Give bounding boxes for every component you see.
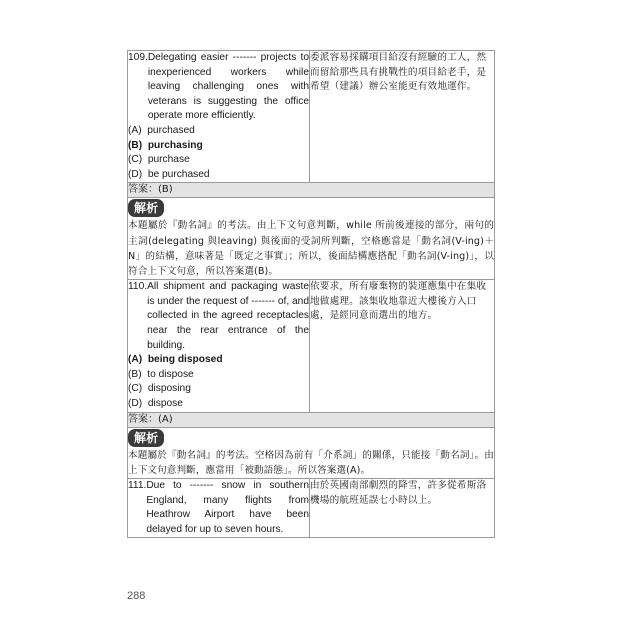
translation-cell: 委派容易採購項目給沒有經驗的工人，然而留給那些具有挑戰性的項目給老手，是希望（建議）辦公室能更有效地運作。 <box>310 51 495 183</box>
explanation-text: 本題屬於『動名詞』的考法。由上下文句意判斷，while 所前後連接的部分，兩句的主詞(delegating 與leaving) 與後面的受詞所判斷，空格應當是「動名詞(V-ing)＋N」的結構，意味著是「既定之事實」；所以，後面結構應搭配「動名詞(V-ing)」，以符合上下文句意，所以答案選(B)。 <box>128 220 494 277</box>
option-c: (C) disposing <box>128 383 191 395</box>
question-text: All shipment and packaging waste is under the request of ------- of, and collected in the agreed receptacles near the rear entrance of the building. <box>147 281 310 351</box>
options-list <box>128 124 309 182</box>
explanation-cell <box>128 427 495 478</box>
answer-row-110 <box>128 412 495 427</box>
explanation-row-109 <box>128 198 495 280</box>
translation-cell: 依要求，所有廢棄物的裝運應集中在集收地做處理。該集收地靠近大樓後方入口處，是經同意而選出的地方。 <box>310 280 495 412</box>
question-text: Delegating easier ------- projects to inexperienced workers while leaving challenging ones with veterans is suggesting the office operate more efficiently. <box>147 52 309 122</box>
question-row-111 <box>128 478 495 537</box>
option-a: (A) purchased <box>128 124 195 136</box>
translation-cell: 由於英國南部劇烈的降雪，許多從希斯洛機場的航班延誤七小時以上。 <box>310 478 495 537</box>
page-number: 288 <box>127 590 146 602</box>
question-number: 110. <box>128 281 148 293</box>
question-text: Due to ------- snow in southern England, many flights from Heathrow Airport have been delayed for up to seven hours. <box>146 479 309 535</box>
explanation-text: 本題屬於『動名詞』的考法。空格因為前有「介系詞」的關係，只能接「動名詞」。由上下文句意判斷，應當用「被動語態」。所以答案選(A)。 <box>128 449 494 476</box>
option-d: (D) be purchased <box>128 168 210 180</box>
question-cell <box>128 51 310 183</box>
question-cell <box>128 280 310 412</box>
explanation-cell <box>128 198 495 280</box>
answer-text: 答案：(B) <box>128 183 495 198</box>
option-b-correct: (B) purchasing <box>128 139 203 151</box>
answer-row-109 <box>128 183 495 198</box>
explanation-row-110 <box>128 427 495 478</box>
question-row-110 <box>128 280 495 412</box>
option-b: (B) to dispose <box>128 368 194 380</box>
question-number: 109. <box>128 52 148 63</box>
question-cell <box>128 478 310 537</box>
option-d: (D) dispose <box>128 397 183 409</box>
question-row-109 <box>128 51 495 183</box>
explanation-badge: 解析 <box>128 429 164 447</box>
question-number: 111. <box>128 479 147 491</box>
question-table <box>127 50 495 538</box>
option-c: (C) purchase <box>128 154 190 166</box>
option-a-correct: (A) being disposed <box>128 354 223 366</box>
options-list <box>128 353 309 411</box>
explanation-badge: 解析 <box>128 199 164 217</box>
answer-text: 答案：(A) <box>128 412 495 427</box>
